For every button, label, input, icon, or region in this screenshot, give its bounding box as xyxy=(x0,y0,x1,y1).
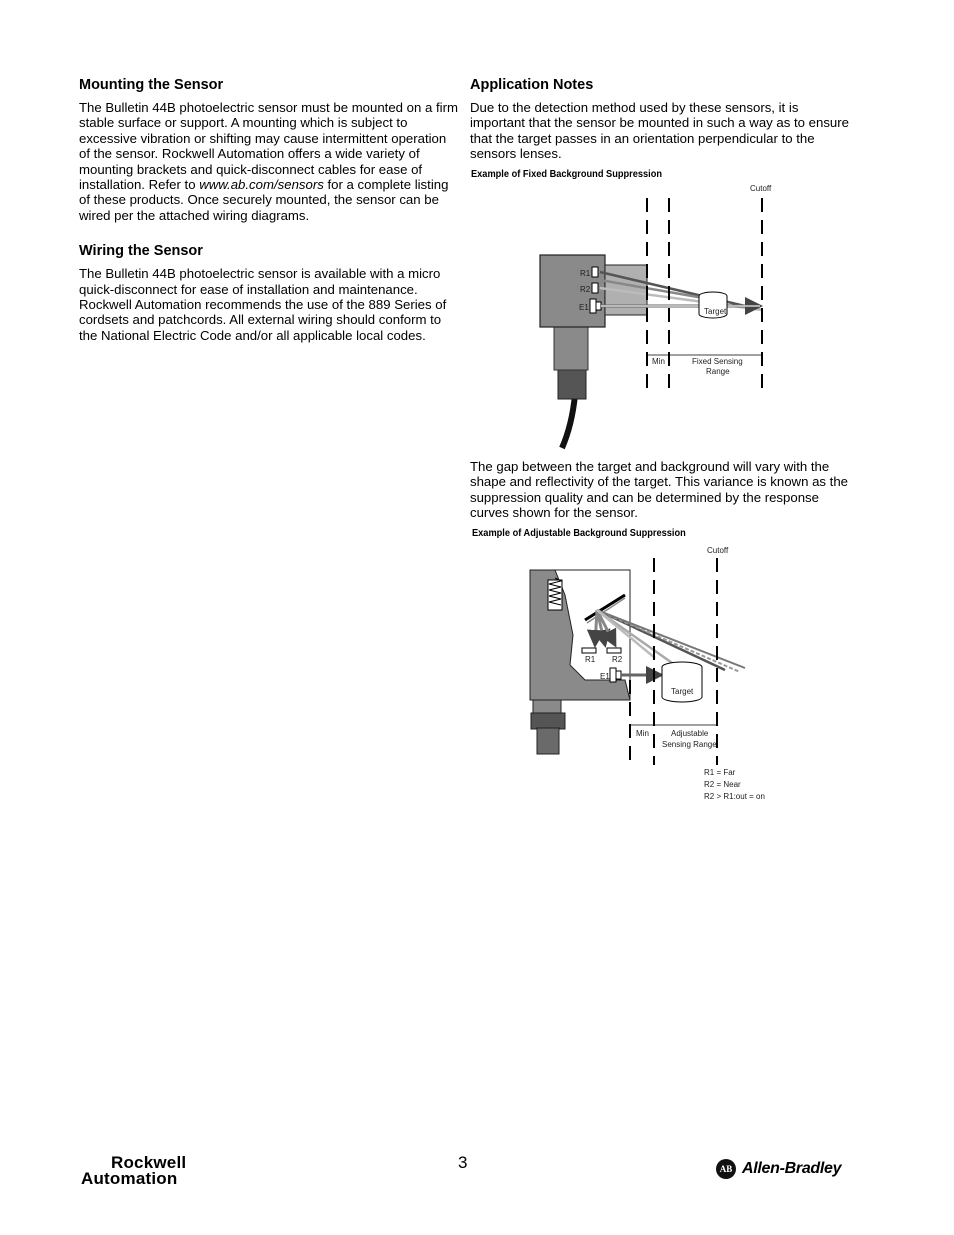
fig1-cutoff-label: Cutoff xyxy=(750,184,772,193)
fig1-r1-label: R1 xyxy=(580,269,591,278)
page-number: 3 xyxy=(458,1153,468,1172)
wiring-paragraph: The Bulletin 44B photoelectric sensor is available with a micro quick-disconnect for ease of installation and maintenance. Rockwell Automation recommends the use of the 889 Series of cordsets and patchcords. All external wiring should conform to the National Electric Code and/or all applicable local codes. xyxy=(79,266,447,343)
fig2-min-label: Min xyxy=(636,729,649,738)
sensor-neck xyxy=(554,325,588,370)
fig1-caption: Example of Fixed Background Suppression xyxy=(471,168,663,180)
adjustable-suppression-diagram xyxy=(525,540,785,805)
rockwell-automation-logo xyxy=(81,1155,186,1187)
sensor-cable xyxy=(562,395,575,448)
fig1-r2-label: R2 xyxy=(580,285,591,294)
mounting-heading: Mounting the Sensor xyxy=(79,77,224,93)
fig2-legend-3: R2 > R1:out = on xyxy=(704,792,765,801)
fig2-r1-label: R1 xyxy=(585,655,596,664)
e1-element-2 xyxy=(610,668,616,682)
fig2-legend-2: R2 = Near xyxy=(704,780,741,789)
fig1-range-label-2: Range xyxy=(706,367,730,376)
mounting-text-b: for a complete listing of these products. Once securely mounted, the sensor can be wired per the attached wiring diagrams. xyxy=(79,177,449,223)
fig2-legend-1: R1 = Far xyxy=(704,768,736,777)
fig2-target-label: Target xyxy=(671,687,694,696)
fixed-suppression-diagram xyxy=(530,180,790,455)
application-paragraph: Due to the detection method used by these sensors, it is important that the sensor be mounted in such a way as to ensure that the target passes in an orientation perpendicular to the sensors lenses. xyxy=(470,100,849,162)
ab-seal-icon: AB xyxy=(716,1159,736,1179)
r2-element-2 xyxy=(607,648,621,653)
sensors-link[interactable]: www.ab.com/sensors xyxy=(199,177,324,193)
logo-line-1: Rockwell xyxy=(111,1153,187,1172)
fig1-min-label: Min xyxy=(652,357,665,366)
mounting-text-a: The Bulletin 44B photoelectric sensor must be mounted on a firm stable surface or support. A mounting which is subject to excessive vibration or shifting may cause intermittent operation of the sensor. Rockwell Automation offers a wide variety of mounting brackets and quick-disconnect cables for ease of installation. Refer to xyxy=(79,100,458,193)
fig1-range-label-1: Fixed Sensing xyxy=(692,357,743,366)
fig2-range-label-1: Adjustable xyxy=(671,729,709,738)
allen-bradley-wordmark: Allen-Bradley xyxy=(742,1160,842,1177)
left-column xyxy=(79,76,459,343)
fig2-e1-label: E1 xyxy=(600,672,610,681)
r1-element xyxy=(592,267,598,277)
fig2-range-label-2: Sensing Range xyxy=(662,740,717,749)
fig1-e1-label: E1 xyxy=(579,303,589,312)
r1-element-2 xyxy=(582,648,596,653)
fig1-target-label: Target xyxy=(704,307,727,316)
right-column xyxy=(470,76,850,162)
fig2-caption: Example of Adjustable Background Suppression xyxy=(472,527,686,539)
e1-element xyxy=(590,299,596,313)
allen-bradley-logo xyxy=(716,1159,841,1179)
gap-paragraph: The gap between the target and background will vary with the shape and reflectivity of the target. This variance is known as the suppression quality and can be determined by the response curves shown for the sensor. xyxy=(470,459,849,521)
sensor2-connector xyxy=(531,713,565,729)
mounting-paragraph xyxy=(79,100,459,223)
r2-element xyxy=(592,283,598,293)
wiring-heading: Wiring the Sensor xyxy=(79,243,203,260)
logo-line-2: Automation xyxy=(81,1169,178,1188)
application-heading: Application Notes xyxy=(470,77,594,93)
fig2-cutoff-label: Cutoff xyxy=(707,546,729,555)
fig2-r2-label: R2 xyxy=(612,655,623,664)
fig2-target xyxy=(662,667,702,702)
